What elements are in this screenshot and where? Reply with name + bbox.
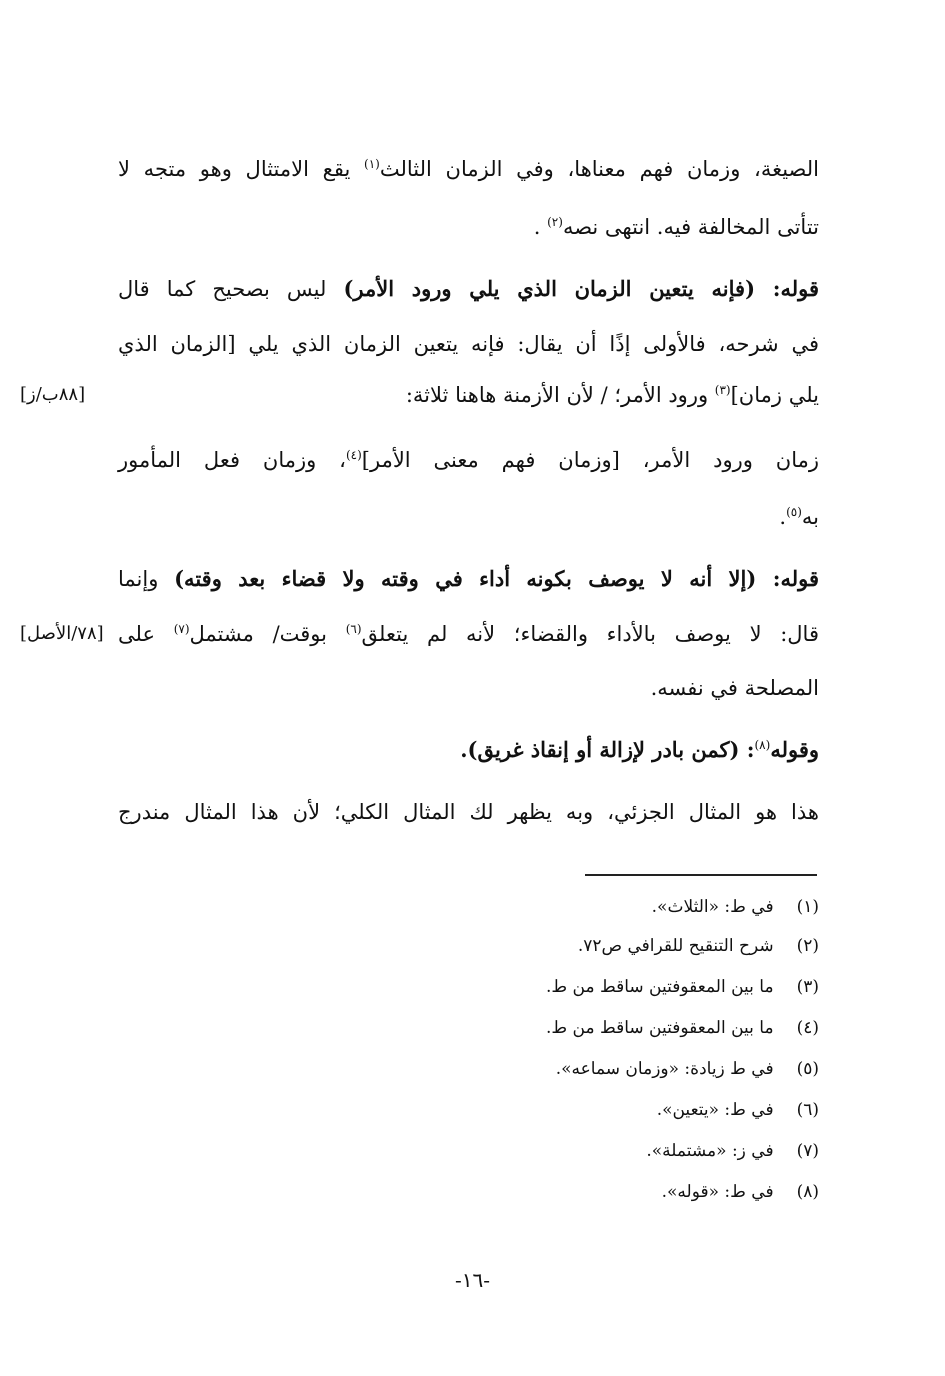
footnote-text: في ط: «قوله».	[661, 1182, 774, 1202]
footnote-ref: (٥)	[786, 505, 802, 519]
footnote-ref: (١)	[364, 157, 380, 171]
footnote-number: (٧)	[796, 1141, 819, 1161]
quoted-text: : (كمن بادر لإزالة أو إنقاذ غريق).	[460, 737, 755, 762]
text-run: في شرحه، فالأولى إذًا أن يقال: فإنه يتعين الزمان الذي يلي [الزمان الذي	[118, 332, 819, 356]
text-run: وقوله	[770, 737, 819, 762]
text-run: على	[118, 622, 174, 646]
body-line	[534, 210, 819, 244]
text-run: .	[533, 215, 548, 239]
text-run: تتأتى المخالفة فيه. انتهى نصه	[562, 215, 819, 239]
footnote-number: (٤)	[796, 1018, 819, 1038]
body-line	[460, 733, 819, 767]
footnote-text: في ز: «مشتملة».	[646, 1141, 774, 1161]
footnote-ref: (٢)	[547, 215, 563, 229]
margin-reference: [٨٨ب/ز]	[20, 384, 86, 405]
footnote-ref: (٧)	[173, 622, 190, 636]
footnote-ref: (٤)	[345, 448, 362, 462]
footnote-separator	[585, 874, 817, 876]
footnote-text: في ط: «الثلاث».	[651, 897, 774, 917]
footnote-ref: (٣)	[714, 383, 731, 397]
body-line	[118, 152, 819, 186]
footnote-number: (٢)	[796, 936, 819, 956]
footnote-number: (٨)	[796, 1182, 819, 1202]
page-number: -١٦-	[454, 1268, 490, 1292]
footnote-text: ما بين المعقوفتين ساقط من ط.	[545, 1018, 774, 1038]
footnote	[646, 1137, 819, 1165]
body-line	[118, 562, 819, 596]
footnote-text: ما بين المعقوفتين ساقط من ط.	[545, 977, 774, 997]
footnote-text: شرح التنقيح للقرافي ص٧٢.	[577, 936, 774, 956]
footnote	[556, 1055, 819, 1083]
body-line	[118, 443, 819, 477]
text-run: هذا هو المثال الجزئي، وبه يظهر لك المثال الكلي؛ لأن هذا المثال مندرج	[118, 800, 819, 824]
body-line	[118, 272, 819, 306]
footnote-text: في ط زيادة: «وزمان سماعه».	[555, 1059, 774, 1079]
text-run: وإنما	[118, 567, 175, 591]
margin-reference: [٧٨/الأصل]	[20, 623, 104, 644]
text-run: ورود الأمر؛ / لأن الأزمنة هاهنا ثلاثة:	[405, 383, 715, 407]
footnote-number: (٦)	[796, 1100, 819, 1120]
footnote-ref: (٦)	[345, 622, 362, 636]
body-line	[118, 327, 819, 361]
footnote-number: (١)	[796, 897, 819, 917]
footnote-number: (٣)	[796, 977, 819, 997]
text-run: يقع الامتثال وهو متجه لا	[118, 157, 365, 181]
body-line	[406, 378, 819, 412]
text-run: ليس بصحيح كما قال	[118, 277, 344, 301]
footnote-ref: (٨)	[754, 738, 771, 752]
footnote	[578, 932, 819, 960]
footnote-number: (٥)	[796, 1059, 819, 1079]
footnote	[662, 1178, 819, 1206]
quoted-text: قوله: (فإنه يتعين الزمان الذي يلي ورود الأمر)	[343, 276, 819, 301]
footnote	[652, 893, 819, 921]
text-run: ، وزمان فعل المأمور	[118, 448, 346, 472]
footnote	[546, 1014, 819, 1042]
text-run: زمان ورود الأمر، [وزمان فهم معنى الأمر]	[361, 448, 819, 472]
text-run: يلي زمان]	[730, 383, 819, 407]
text-run: بوقت/ مشتمل	[189, 622, 346, 646]
body-line	[651, 671, 819, 705]
footnote	[657, 1096, 819, 1124]
text-run: به	[801, 505, 819, 529]
text-run: .	[779, 505, 787, 529]
footnote-text: في ط: «يتعين».	[656, 1100, 774, 1120]
quoted-text: قوله: (إلا أنه لا يوصف بكونه أداء في وقته ولا قضاء بعد وقته)	[174, 566, 819, 591]
body-line	[118, 795, 819, 829]
text-run: الصيغة، وزمان فهم معناها، وفي الزمان الثالث	[379, 157, 819, 181]
text-run: المصلحة في نفسه.	[650, 676, 819, 700]
text-run: قال: لا يوصف بالأداء والقضاء؛ لأنه لم يتعلق	[361, 622, 819, 646]
footnote	[546, 973, 819, 1001]
body-line	[779, 500, 819, 534]
body-line	[118, 617, 819, 651]
